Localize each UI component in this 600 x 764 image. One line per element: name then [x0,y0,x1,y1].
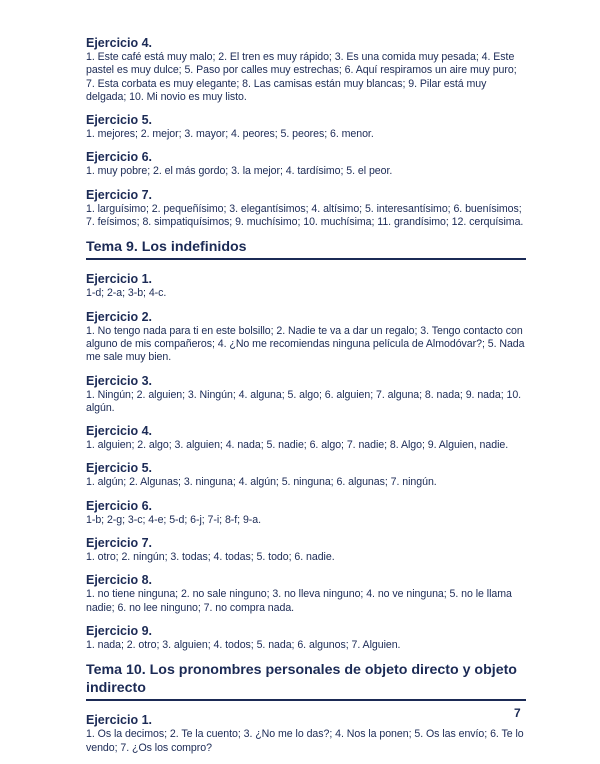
exercise-title: Ejercicio 1. [86,272,153,287]
section-title: Tema 10. Los pronombres personales de objeto directo y objeto indirecto [86,662,517,697]
exercise-title: Ejercicio 3. [86,373,153,388]
exercise-block [86,113,526,141]
exercise-title: Ejercicio 6. [86,150,153,165]
exercise-block [86,374,526,416]
exercise-title: Ejercicio 2. [86,309,153,324]
exercise-answers: 1. no tiene ninguna; 2. no sale ninguno; 3. no lleva ninguno; 4. no ve ninguna; 5. no le llama nadie; 6. no lee ninguno; 7. no compra nada. [86,588,512,614]
exercise-title: Ejercicio 7. [86,536,153,551]
exercise-block [86,461,526,489]
exercise-block [86,36,526,104]
exercise-title: Ejercicio 4. [86,36,153,50]
exercise-block [86,310,526,365]
section-heading [86,238,526,260]
exercise-block [86,272,526,300]
exercise-block [86,499,526,527]
exercise-answers: 1. alguien; 2. algo; 3. alguien; 4. nada; 5. nadie; 6. algo; 7. nadie; 8. Algo; 9. Alguien, nadie. [86,439,509,452]
section-rule [86,699,526,701]
exercise-block [86,188,526,230]
exercise-block [86,624,526,652]
exercise-answers: 1. nada; 2. otro; 3. alguien; 4. todos; 5. nada; 6. algunos; 7. Alguien. [86,638,401,651]
section-title: Tema 9. Los indefinidos [86,239,247,256]
exercise-title: Ejercicio 1. [86,713,153,728]
exercise-title: Ejercicio 4. [86,424,153,439]
exercise-answers: 1. Ningún; 2. alguien; 3. Ningún; 4. alguna; 5. algo; 6. alguien; 7. alguna; 8. nada; 9. nada; 10. algún. [86,388,522,414]
exercise-answers: 1. Este café está muy malo; 2. El tren es muy rápido; 3. Es una comida muy pesada; 4. Este pastel es muy dulce; 5. Paso por calles muy estrechas; 6. Aquí respiramos un aire muy puro; 7. Esta corbata es muy elegante; 8. Las camisas están muy blancas; 9. Pilar está muy delgada; 10. Mi novio es muy listo. [86,51,517,103]
exercise-title: Ejercicio 8. [86,573,153,588]
section-rule [86,258,526,260]
exercise-block [86,713,526,755]
exercise-block [86,573,526,615]
exercise-answers: 1. larguísimo; 2. pequeñísimo; 3. elegantísimos; 4. altísimo; 5. interesantísimo; 6. buenísimos; 7. feísimos; 8. simpatiquísimos; 9. muchísimo; 10. muchísima; 11. grandísimo; 12. cerquísima. [86,202,524,229]
exercise-answers: 1. muy pobre; 2. el más gordo; 3. la mejor; 4. tardísimo; 5. el peor. [86,165,393,178]
exercise-title: Ejercicio 5. [86,113,153,128]
exercise-answers: 1. Os la decimos; 2. Te la cuento; 3. ¿No me lo das?; 4. Nos la ponen; 5. Os las envío; 6. Te lo vendo; 7. ¿Os los compro? [86,728,524,754]
answer-key-content [86,36,526,764]
exercise-block [86,536,526,564]
exercise-block [86,150,526,178]
exercise-answers: 1. algún; 2. Algunas; 3. ninguna; 4. algún; 5. ninguna; 6. algunas; 7. ningún. [86,476,437,489]
exercise-answers: 1-b; 2-g; 3-c; 4-e; 5-d; 6-j; 7-i; 8-f; 9-a. [86,513,262,526]
section-heading [86,661,526,701]
exercise-answers: 1. No tengo nada para ti en este bolsillo; 2. Nadie te va a dar un regalo; 3. Tengo contacto con alguno de mis compañeros; 4. ¿No me recomiendas ninguna película de Almodóvar?; 5. Nada me sale muy bien. [86,324,525,364]
exercise-answers: 1. otro; 2. ningún; 3. todas; 4. todas; 5. todo; 6. nadie. [86,551,335,564]
exercise-answers: 1-d; 2-a; 3-b; 4-c. [86,287,167,300]
exercise-title: Ejercicio 9. [86,623,153,638]
exercise-title: Ejercicio 7. [86,187,153,202]
exercise-title: Ejercicio 6. [86,498,153,513]
page-number: 7 [514,706,521,720]
exercise-block [86,424,526,452]
exercise-answers: 1. mejores; 2. mejor; 3. mayor; 4. peores; 5. peores; 6. menor. [86,128,374,141]
exercise-title: Ejercicio 5. [86,461,153,476]
